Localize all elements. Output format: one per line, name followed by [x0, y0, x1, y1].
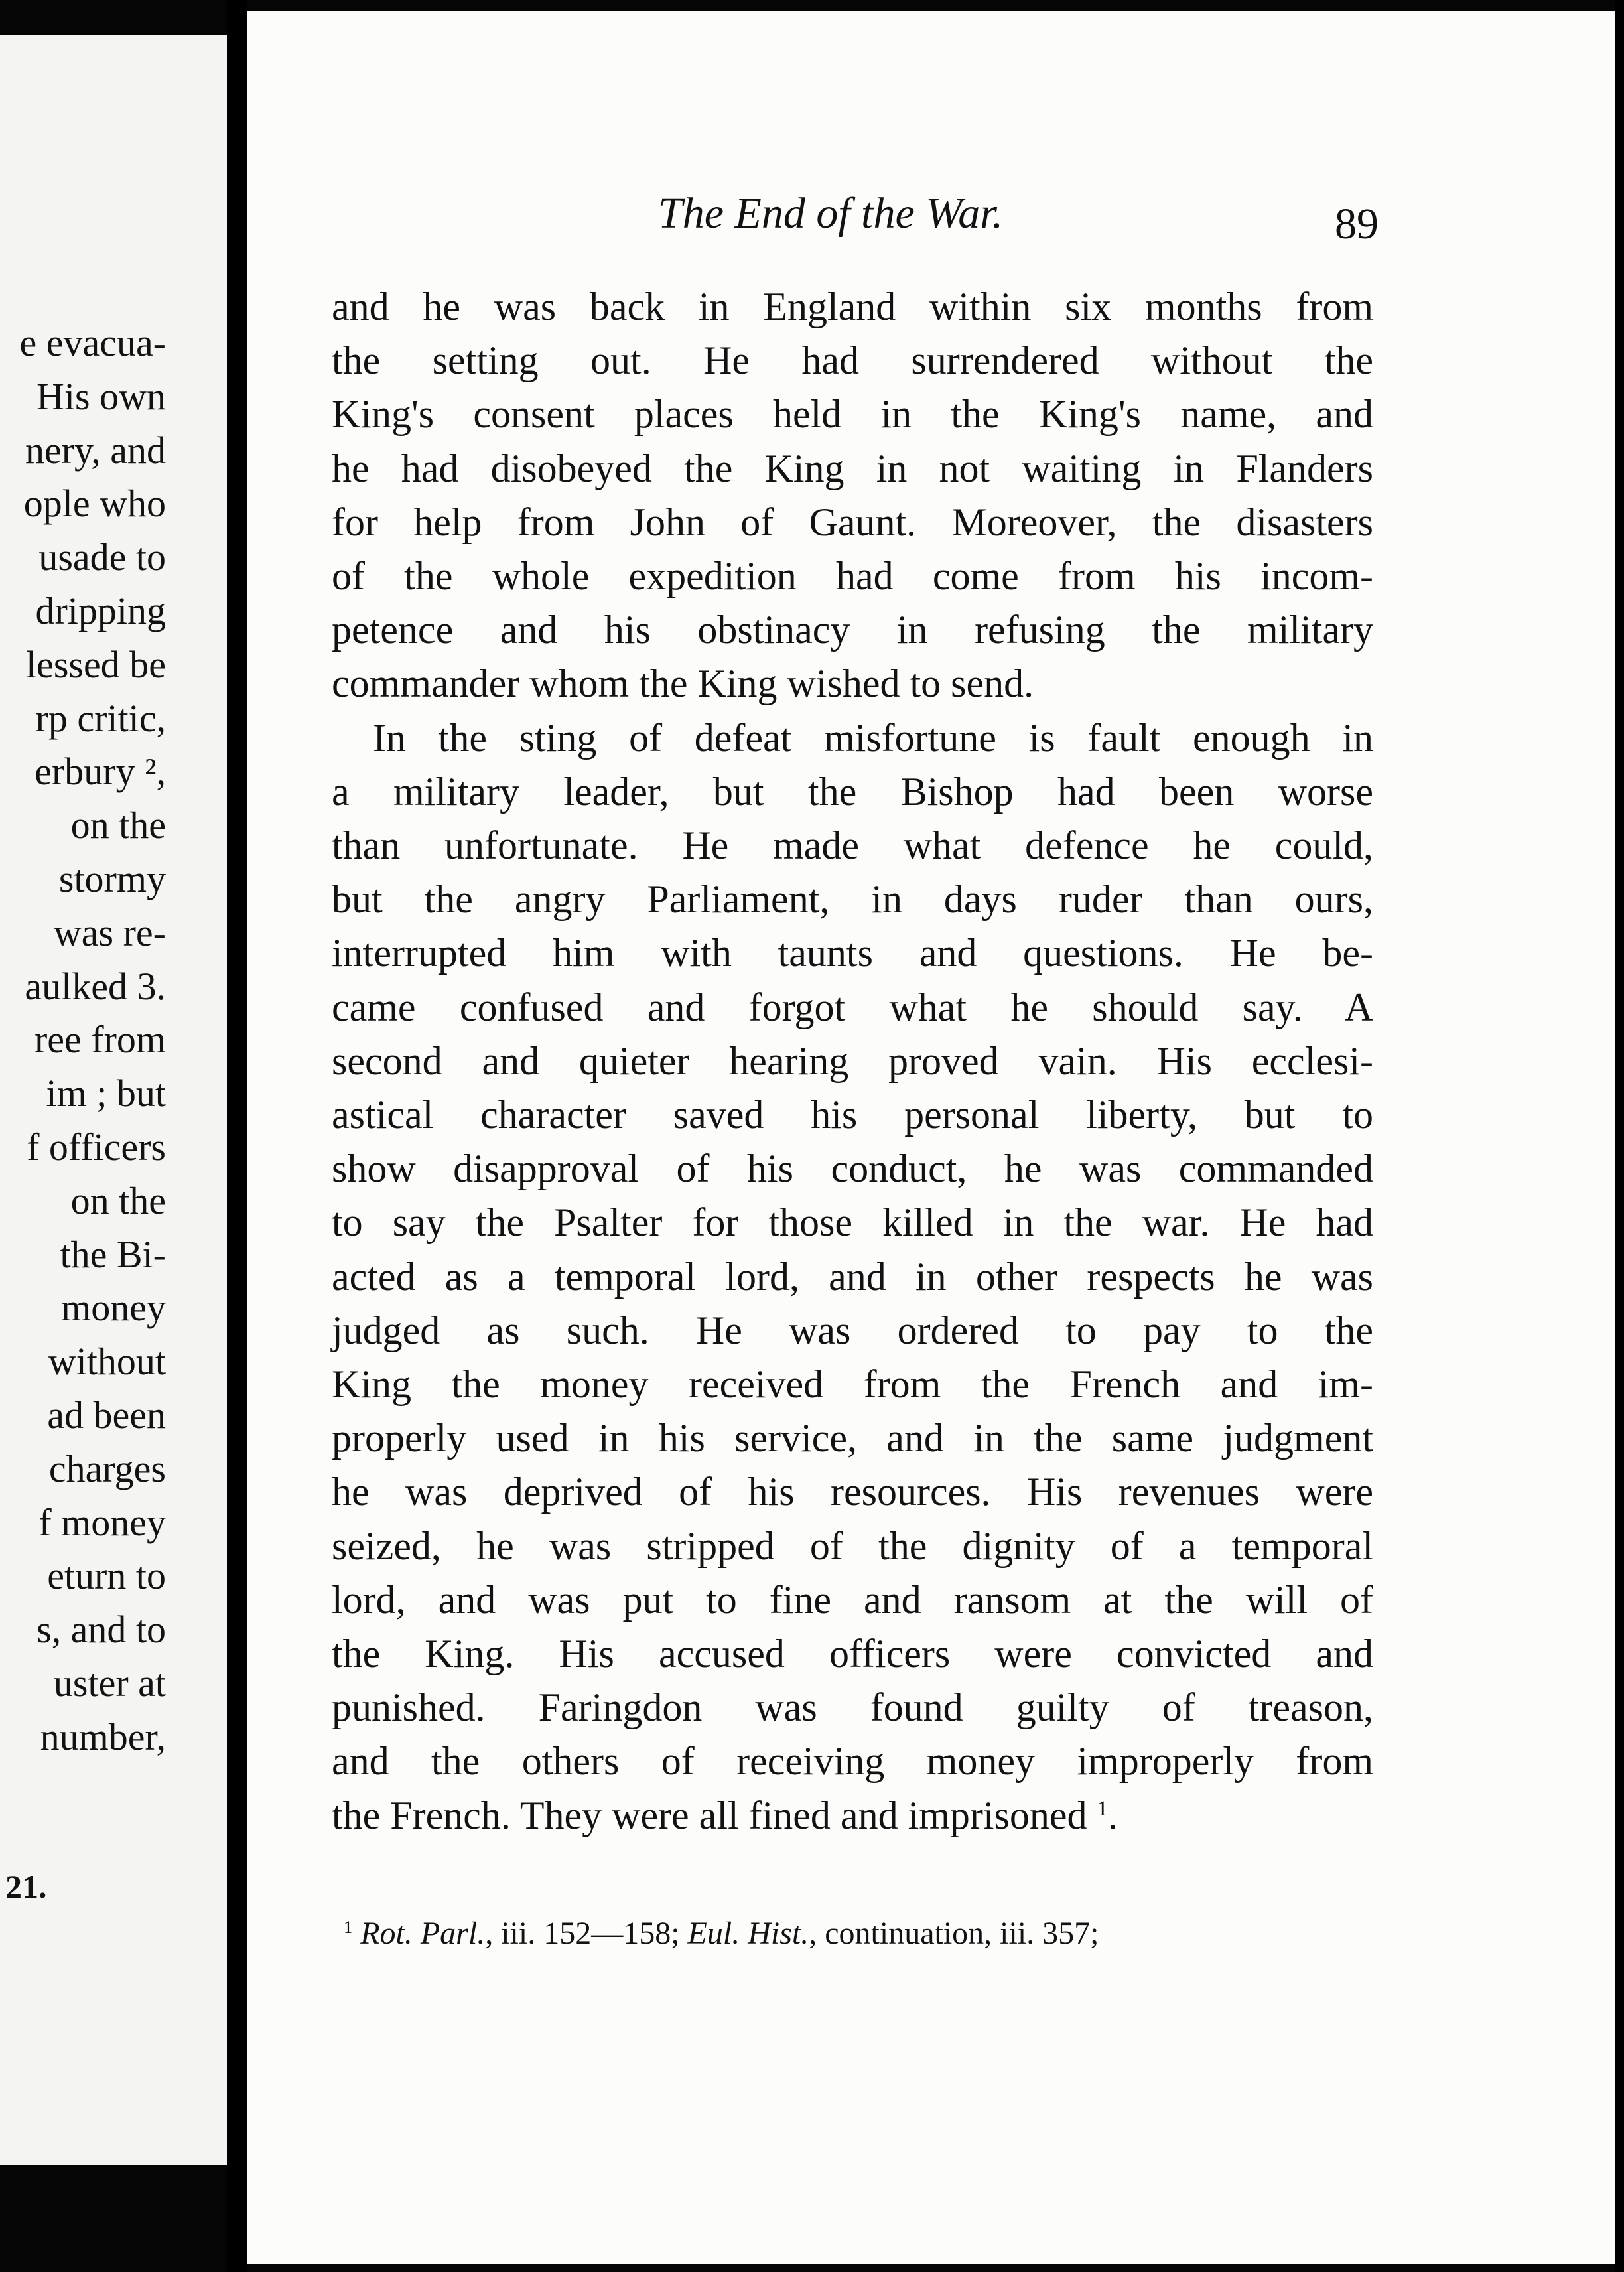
body-line: punished. Faringdon was found guilty of treason,: [332, 1685, 1373, 1730]
left-page-line: charges: [48, 1447, 166, 1490]
body-line: came confused and forgot what he should say. A: [332, 985, 1373, 1029]
body-line: show disapproval of his conduct, he was commanded: [332, 1147, 1373, 1191]
footnote: [344, 1915, 1372, 1952]
footnote-source-rot-parl: Rot. Parl.: [360, 1916, 486, 1951]
left-page-line: usade to: [38, 535, 166, 579]
footnote-mark: 1: [344, 1917, 353, 1938]
left-page-fragment: [0, 35, 227, 2165]
body-line: properly used in his service, and in the same judgment: [332, 1416, 1373, 1460]
body-line: and the others of receiving money improperly from: [332, 1739, 1373, 1784]
left-page-line: dripping: [35, 589, 166, 632]
body-line: commander whom the King wished to send.: [332, 662, 1034, 706]
body-line: of the whole expedition had come from his incom-: [332, 554, 1373, 598]
running-header-title: The End of the War.: [658, 189, 1004, 238]
body-line-end-punctuation: .: [1108, 1793, 1118, 1837]
footnote-reference: 1: [1097, 1796, 1109, 1821]
body-line: King the money received from the French and im-: [332, 1362, 1373, 1406]
left-page-line: im ; but: [46, 1072, 166, 1115]
left-page-line: f money: [38, 1500, 166, 1544]
body-line: seized, he was stripped of the dignity of a temporal: [332, 1524, 1373, 1568]
footnote-text-2: , continuation, iii. 357;: [809, 1916, 1099, 1951]
left-page-line: lessed be: [26, 642, 166, 686]
left-page-line: erbury ²,: [34, 750, 166, 794]
page-number: 89: [1335, 200, 1379, 248]
left-page-line: f officers: [27, 1125, 166, 1169]
body-line: and he was back in England within six months from: [332, 285, 1373, 328]
left-page-line: money: [61, 1286, 166, 1330]
left-page-line: without: [48, 1340, 166, 1384]
body-line: he was deprived of his resources. His revenues were: [332, 1470, 1373, 1514]
body-line: but the angry Parliament, in days ruder than ours,: [332, 877, 1373, 922]
book-gutter: [227, 0, 247, 2272]
body-line: second and quieter hearing proved vain. His ecclesi-: [332, 1038, 1373, 1083]
left-page-line: number,: [40, 1715, 166, 1758]
body-line: a military leader, but the Bishop had been worse: [332, 769, 1373, 814]
left-page-line: e evacua-: [19, 321, 166, 364]
body-line: interrupted him with taunts and questions. He be-: [332, 931, 1373, 975]
footnote-source-eul-hist: Eul. Hist.: [687, 1916, 809, 1951]
body-line: astical character saved his personal liberty, but to: [332, 1093, 1373, 1137]
body-line: acted as a temporal lord, and in other respects he was: [332, 1254, 1373, 1299]
left-page-line: nery, and: [25, 428, 166, 472]
left-page-line: was re-: [53, 910, 166, 954]
body-line: to say the Psalter for those killed in the war. He had: [332, 1200, 1373, 1245]
body-line: lord, and was put to fine and ransom at the will of: [332, 1577, 1373, 1622]
body-line: In the sting of defeat misfortune is fault enough in: [373, 715, 1373, 760]
left-page-line: ople who: [23, 482, 166, 526]
body-line: than unfortunate. He made what defence he could,: [332, 823, 1373, 867]
footnote-text-1: , iii. 152—158;: [485, 1916, 680, 1951]
left-page-line: uster at: [53, 1662, 166, 1705]
left-page-line: eturn to: [47, 1554, 166, 1598]
left-page-line: s, and to: [36, 1608, 166, 1652]
body-line: King's consent places held in the King's name, and: [332, 392, 1373, 437]
body-line: judged as such. He was ordered to pay to the: [332, 1308, 1373, 1352]
body-line: petence and his obstinacy in refusing the military: [332, 608, 1373, 652]
right-page-edge: [1615, 0, 1624, 2272]
left-page-line: on the: [70, 1178, 166, 1222]
left-page-line: on the: [70, 804, 166, 847]
right-page: [247, 11, 1615, 2264]
left-page-line: His own: [36, 374, 166, 418]
body-line: for help from John of Gaunt. Moreover, the disasters: [332, 500, 1373, 544]
body-line: [332, 1793, 1373, 1837]
left-page-line: aulked 3.: [25, 964, 166, 1008]
left-page-line: stormy: [58, 857, 166, 900]
body-line: the King. His accused officers were convicted and: [332, 1632, 1373, 1675]
left-page-line: the Bi-: [60, 1232, 166, 1276]
body-line-text: the French. They were all fined and imprisoned: [332, 1793, 1087, 1837]
left-page-line: ree from: [34, 1018, 166, 1062]
body-line: he had disobeyed the King in not waiting in Flanders: [332, 446, 1373, 490]
left-page-footer-number: 21.: [5, 1868, 47, 1905]
left-page-line: ad been: [47, 1393, 166, 1437]
left-page-line: rp critic,: [35, 696, 166, 740]
body-line: the setting out. He had surrendered without the: [332, 338, 1373, 383]
